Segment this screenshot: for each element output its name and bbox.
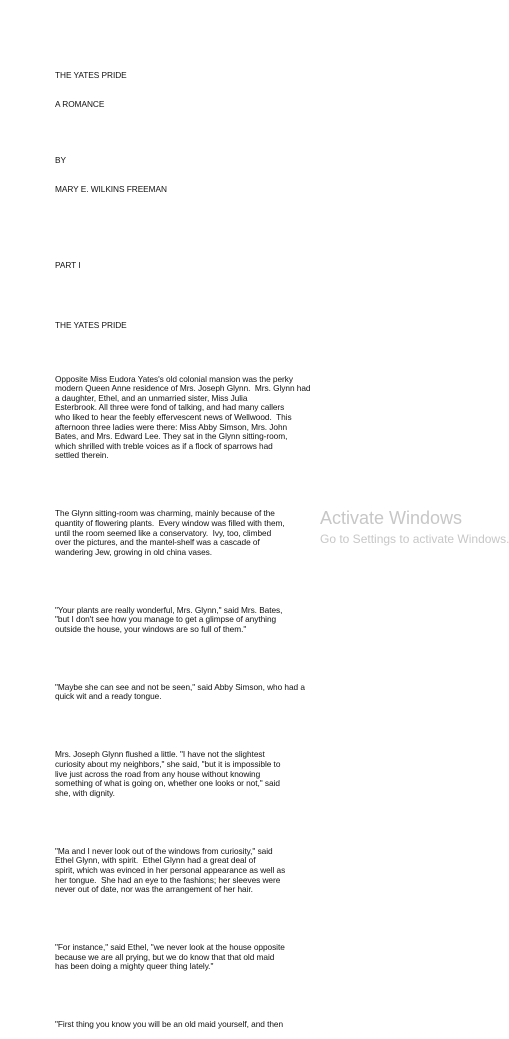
paragraph: "For instance," said Ethel, "we never look at the house opposite because we are all prying, but we do know that that old maid has been doing a mighty queer thing lately." (55, 942, 285, 972)
book-title-line-2: A ROMANCE (55, 98, 105, 109)
part-heading: PART I (55, 259, 81, 270)
paragraph: "Maybe she can see and not be seen," said Abby Simson, who had a quick wit and a ready tongue. (55, 681, 305, 702)
paragraph: "First thing you know you will be an old maid yourself, and then (55, 1019, 284, 1030)
chapter-title: THE YATES PRIDE (55, 319, 127, 330)
watermark-title: Activate Windows (320, 508, 463, 528)
byline-label: BY (55, 154, 66, 165)
book-title-line-1: THE YATES PRIDE (55, 70, 127, 81)
watermark-subtitle: Go to Settings to activate Windows. (320, 532, 509, 546)
paragraph: Mrs. Joseph Glynn flushed a little. "I have not the slightest curiosity about my neighbors," she said, "but it is impossible to live just across the road from any house without knowing something of what is going on, whether one looks or not," said she, with dignity. (55, 749, 281, 798)
author-name: MARY E. WILKINS FREEMAN (55, 183, 167, 194)
paragraph: "Your plants are really wonderful, Mrs. Glynn," said Mrs. Bates, "but I don't see how you manage to get a glimpse of anything outside the house, your windows are so full of them." (55, 604, 283, 634)
activation-watermark (320, 507, 509, 547)
document-page (55, 52, 355, 1039)
paragraph: The Glynn sitting-room was charming, mainly because of the quantity of flowering plants. Every window was filled with them, until the room seemed like a conservatory. Ivy, too, climbed over the pictures, and the mantel-shelf was a cascade of wandering Jew, growing in old china vases. (55, 508, 285, 557)
paragraph: Opposite Miss Eudora Yates's old colonial mansion was the perky modern Queen Anne residence of Mrs. Joseph Glynn. Mrs. Glynn had a daughter, Ethel, and an unmarried sister, Miss Julia Esterbrook. All three were fond of talking, and had many callers who liked to hear the feebly effervescent news of Wellwood. This afternoon three ladies were there: Miss Abby Simson, Mrs. John Bates, and Mrs. Edward Lee. They sat in the Glynn sitting-room, which shrilled with treble voices as if a flock of sparrows had settled therein. (55, 373, 311, 461)
paragraph: "Ma and I never look out of the windows from curiosity," said Ethel Glynn, with spirit. Ethel Glynn had a great deal of spirit, which was evinced in her personal appearance as well as her tongue. She had an eye to the fashions; her sleeves were never out of date, nor was the arrangement of her hair. (55, 845, 286, 895)
